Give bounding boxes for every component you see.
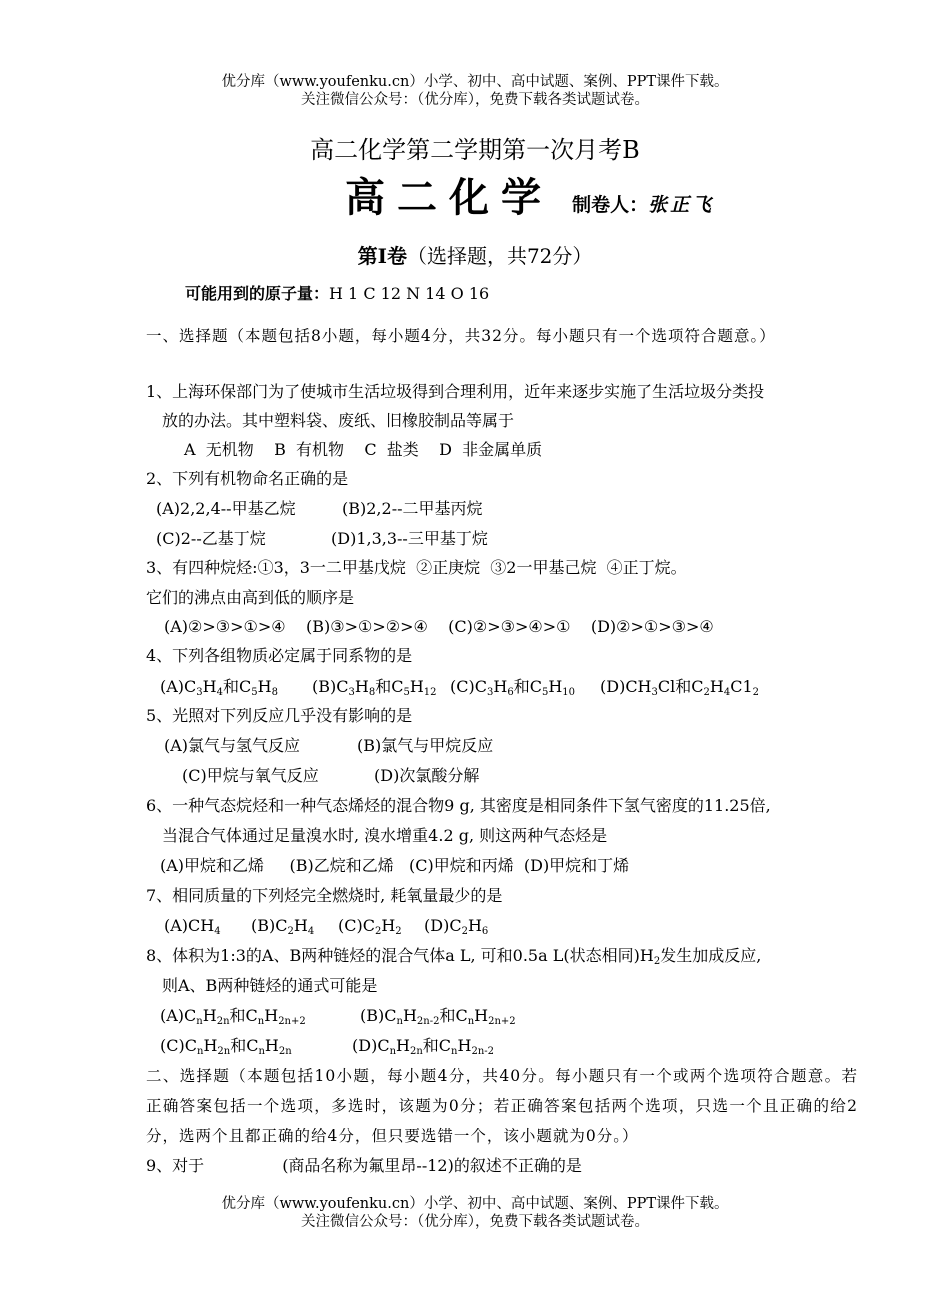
q5-option-b: (B)氯气与甲烷反应: [357, 736, 494, 755]
atomic-values: H 1 C 12 N 14 O 16: [329, 284, 490, 303]
atomic-label: 可能用到的原子量：: [185, 284, 330, 303]
q4-option-a: $(A)C_3H_4$和$C_5H_8$: [160, 677, 278, 698]
q4-option-c: $(C)C_3H_6$和$C_5H_{10}$: [450, 677, 576, 698]
author-signature: 张正飞: [648, 194, 715, 216]
q4-option-b: $(B)C_3H_8$和$C_5H_{12}$: [312, 677, 437, 698]
atomic-masses: [185, 284, 489, 304]
q1-line-2: 放的办法。其中塑料袋、废纸、旧橡胶制品等属于: [162, 411, 515, 430]
q7-option-d: $(D)C_2H_6$: [424, 916, 489, 937]
volume-note: （选择题，共72分）: [406, 244, 593, 268]
q9-line: [146, 1156, 582, 1176]
header-line-2: 关注微信公众号：（优分库），免费下载各类试题试卷。: [301, 92, 649, 108]
section-1-heading: 一、选择题（本题包括8小题，每小题4分，共32分。每小题只有一个选项符合题意。）: [146, 327, 776, 345]
q8-line-1: 8、体积为1:3的A、B两种链烃的混合气体a L, 可和0.5a L(状态相同)$H_2$发生加成反应,: [146, 946, 762, 967]
q2-option-a: (A)2,2,4--甲基乙烷: [156, 499, 296, 518]
footer-line-2: 关注微信公众号：（优分库），免费下载各类试题试卷。: [301, 1214, 649, 1230]
title-row: [345, 172, 714, 232]
q2-option-d: (D)1,3,3--三甲基丁烷: [331, 529, 488, 548]
q3-line-1: 3、有四种烷烃:①3，3一二甲基戊烷 ②正庚烷 ③2一甲基己烷 ④正丁烷。: [146, 558, 687, 577]
q9-prefix: 9、对于: [146, 1156, 205, 1175]
q2-option-b: (B)2,2--二甲基丙烷: [342, 499, 483, 518]
q2-option-c: (C)2--乙基丁烷: [156, 529, 266, 548]
q7-option-c: $(C)C_2H_2$: [338, 916, 402, 937]
q3-options: (A)②>③>①>④ (B)③>①>②>④ (C)②>③>④>① (D)②>①>③>④: [164, 617, 714, 636]
q6-line-2: 当混合气体通过足量溴水时, 溴水增重4.2 g, 则这两种气态烃是: [162, 826, 608, 845]
q7-option-a: $(A)CH_4$: [164, 916, 221, 937]
q9-rest: (商品名称为氟里昂--12)的叙述不正确的是: [282, 1156, 582, 1175]
q8-option-b: $(B)C_nH_{2n-2}$和$C_nH_{2n+2}$: [360, 1006, 516, 1027]
q6-line-1: 6、一种气态烷烃和一种气态烯烃的混合物9 g, 其密度是相同条件下氢气密度的11.25倍,: [146, 796, 771, 815]
q2-stem: 2、下列有机物命名正确的是: [146, 469, 349, 488]
q4-stem: 4、下列各组物质必定属于同系物的是: [146, 646, 413, 665]
q8-option-a: $(A)C_nH_{2n}$和$C_nH_{2n+2}$: [160, 1006, 306, 1027]
footer-line-1: 优分库（www.youfenku.cn）小学、初中、高中试题、案例、PPT课件下载。: [221, 1196, 729, 1212]
q5-option-a: (A)氯气与氢气反应: [164, 736, 301, 755]
q3-line-2: 它们的沸点由高到低的顺序是: [146, 588, 355, 607]
subject-title: 高二化学: [345, 175, 553, 221]
q5-option-d: (D)次氯酸分解: [374, 766, 480, 785]
q8-line-2: 则A、B两种链烃的通式可能是: [162, 976, 378, 995]
section-2-heading: 二、选择题（本题包括10小题，每小题4分，共40分。每小题只有一个或两个选项符合题意。若正确答案包括一个选项，多选时，该题为0分；若正确答案包括两个选项，只选一个且正确的给2分，选两个且都正确的给4分，但只要选错一个，该小题就为0分。）: [146, 1067, 858, 1145]
q8-option-c: $(C)C_nH_{2n}$和$C_nH_{2n}$: [160, 1036, 292, 1057]
q8-option-d: $(D)C_nH_{2n}$和$C_nH_{2n-2}$: [352, 1036, 494, 1057]
volume-heading: [0, 244, 950, 268]
q7-stem: 7、相同质量的下列烃完全燃烧时, 耗氧量最少的是: [146, 886, 503, 905]
q1-options: A 无机物 B 有机物 C 盐类 D 非金属单质: [184, 440, 543, 459]
q6-options: (A)甲烷和乙烯 (B)乙烷和乙烯 (C)甲烷和丙烯 (D)甲烷和丁烯: [160, 856, 630, 875]
header-line-1: 优分库（www.youfenku.cn）小学、初中、高中试题、案例、PPT课件下载。: [221, 74, 729, 90]
volume-label: 第Ⅰ卷: [357, 244, 407, 268]
q1-line-1: 1、上海环保部门为了使城市生活垃圾得到合理利用，近年来逐步实施了生活垃圾分类投: [146, 382, 765, 401]
author-label: 制卷人：: [572, 194, 649, 216]
q7-option-b: $(B)C_2H_4$: [251, 916, 315, 937]
exam-title: 高二化学第二学期第一次月考B: [310, 136, 640, 164]
q5-stem: 5、光照对下列反应几乎没有影响的是: [146, 706, 413, 725]
q4-option-d: $(D)CH_3Cl$和$C_2H_4C1_2$: [600, 677, 760, 698]
q5-option-c: (C)甲烷与氧气反应: [182, 766, 319, 785]
